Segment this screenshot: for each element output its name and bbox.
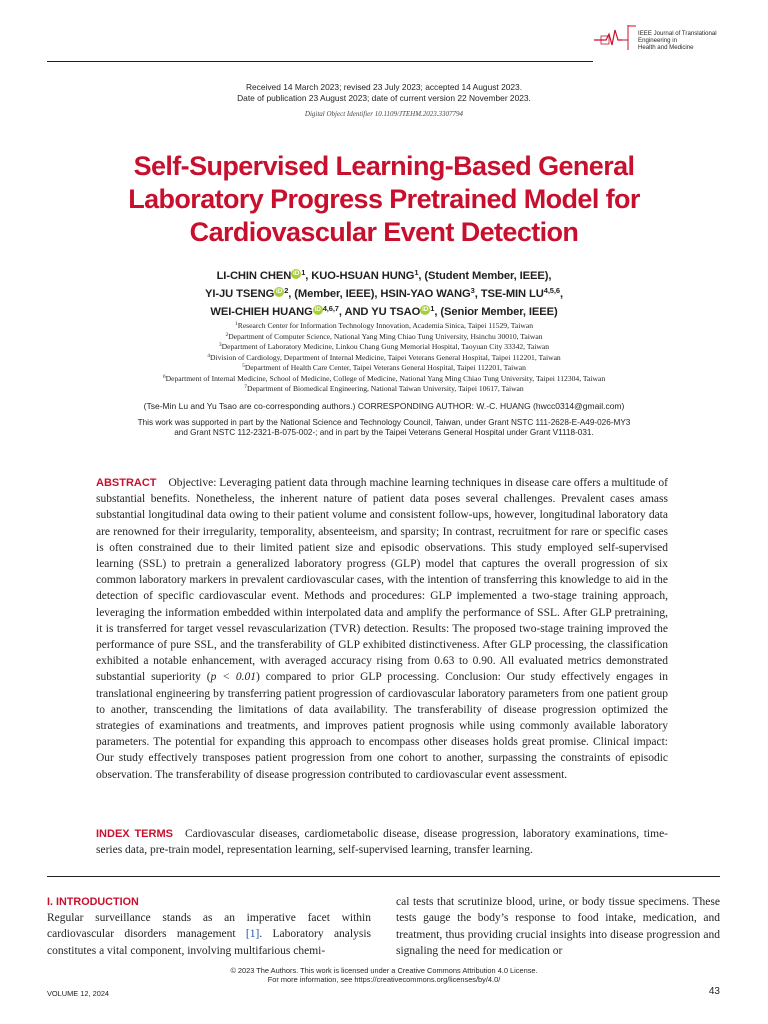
license-notice xyxy=(0,966,768,984)
affiliation-text: Department of Laboratory Medicine, Linkou Chang Gung Memorial Hospital, Taoyuan City 33342, Taiwan xyxy=(221,342,550,351)
journal-name xyxy=(638,30,748,52)
author-line-1 xyxy=(0,268,768,286)
affiliation-ref: 2 xyxy=(284,286,289,295)
title-line: Laboratory Progress Pretrained Model for xyxy=(128,184,640,214)
abstract xyxy=(96,475,668,783)
affiliation-ref: 3 xyxy=(470,286,475,295)
affiliation xyxy=(0,353,768,364)
abstract-label: ABSTRACT xyxy=(96,477,157,489)
affiliation-text: Department of Internal Medicine, School of Medicine, College of Medicine, National Yang Ming Chiao Tung University, Taipei 112304, Taiwan xyxy=(165,373,606,383)
affiliation xyxy=(0,374,768,385)
affiliation xyxy=(0,321,768,332)
paper-title xyxy=(60,150,708,249)
received-dates: Received 14 March 2023; revised 23 July 2023; accepted 14 August 2023. xyxy=(245,82,523,92)
body-text: . Laboratory analysis constitutes a vital component, involving multifarious chemi- xyxy=(47,928,371,957)
affiliation-number: 3 xyxy=(218,342,222,348)
author-line-3 xyxy=(0,304,768,322)
affiliation xyxy=(0,342,768,353)
body-text: cal tests that scrutinize blood, urine, or body tissue specimens. These tests gauge the body’s response to food intake, medication, and treatment, thus providing crucial insights into disease progression and signaling the need for medication or xyxy=(396,896,720,957)
affiliation-text: Department of Health Care Center, Taipei Veterans General Hospital, Taipei 112201, Taiwan xyxy=(244,363,526,372)
author-role: , (Senior Member, IEEE) xyxy=(434,306,558,318)
author-name: LI-CHIN CHEN xyxy=(216,270,292,282)
affiliation-text: Department of Computer Science, National Yang Ming Chiao Tung University, Hsinchu 30010, Taiwan xyxy=(228,331,543,341)
affiliation-ref: 4,6,7 xyxy=(322,304,339,313)
affiliation-number: 2 xyxy=(225,331,229,338)
section-rule xyxy=(47,876,720,877)
abstract-text: Objective: Leveraging patient data through machine learning techniques in disease care offers a multitude of substantial benefits. Nonetheless, the inherent nature of patient data poses several challenges. Prevalent cases amass substantial longitudinal data owing to their patient volume and consistent follow-ups, however, longitudinal laboratory data are renowned for their irregularity, temporality, absenteeism, and sparsity; In contrast, recruitment for rare or specific cases is often constrained due to their limited patient size and episodic observations. This study employed self-supervised learning (SSL) to pretrain a generalized laboratory progress (GLP) model that captures the overall progression of six common laboratory markers in prevalent cardiovascular cases, with the intention of transferring this knowledge to aid in the detection of specific cardiovascular event. Methods and procedures: GLP implemented a two-stage training approach, leveraging the information embedded within interpolated data and amplify the performance of SSL. After GLP pretraining, it is transferred for target vessel revascularization (TVR) detection. Results: The proposed two-stage training improved the performance of pure SSL, and the transferability of GLP exhibited distinctiveness. After GLP processing, the classification exhibited a notable enhancement, with averaged accuracy rising from 0.63 to 0.90. All evaluated metrics demonstrated substantial superiority ( xyxy=(96,477,668,684)
title-line: Self-Supervised Learning-Based General xyxy=(133,151,635,181)
body-column-left xyxy=(47,894,371,959)
author-line-2 xyxy=(0,286,768,304)
affiliation-text: Division of Cardiology, Department of Internal Medicine, Taipei Veterans General Hospital, Taipei 112201, Taiwan xyxy=(210,352,561,362)
journal-heartbeat-logo xyxy=(592,22,642,52)
author-role: , (Student Member, IEEE), xyxy=(418,270,552,282)
affiliation-text: Research Center for Information Technology Innovation, Academia Sinica, Taipei 11529, Taiwan xyxy=(237,321,533,330)
citation-link[interactable]: [1] xyxy=(245,928,260,941)
publication-dates: Date of publication 23 August 2023; date of current version 22 November 2023. xyxy=(237,93,531,103)
license-line: © 2023 The Authors. This work is licensed under a Creative Commons Attribution 4.0 License. xyxy=(230,966,538,975)
affiliation xyxy=(0,384,768,395)
page-number: 43 xyxy=(708,986,720,997)
corresponding-author: (Tse-Min Lu and Yu Tsao are co-corresponding authors.) CORRESPONDING AUTHOR: W.-C. HUANG (hwcc0314@gmail.com) xyxy=(143,401,625,411)
orcid-icon[interactable]: iD xyxy=(422,306,429,313)
p-value: p < 0.01 xyxy=(210,671,257,684)
affiliation-number: 7 xyxy=(244,384,248,390)
affiliation xyxy=(0,332,768,343)
body-text: Regular surveillance stands as an imperative facet within cardiovascular disorders management xyxy=(47,912,371,941)
author-name: WEI-CHIEH HUANG xyxy=(210,306,313,318)
header-rule xyxy=(47,61,593,62)
journal-name-line: Health and Medicine xyxy=(638,44,694,52)
affiliation-text: Department of Biomedical Engineering, National Taiwan University, Taipei 10617, Taiwan xyxy=(247,384,524,393)
volume-label: VOLUME 12, 2024 xyxy=(47,989,110,998)
funding-line: and Grant NSTC 112-2321-B-075-002-; and in part by the Taipei Veterans General Hospital under Grant V1118-031. xyxy=(174,428,594,437)
journal-name-line: IEEE Journal of Translational xyxy=(638,30,717,37)
license-line: For more information, see https://creativecommons.org/licenses/by/4.0/ xyxy=(267,975,501,985)
index-terms-label: INDEX TERMS xyxy=(96,828,173,840)
title-line: Cardiovascular Event Detection xyxy=(189,217,579,247)
orcid-icon[interactable]: iD xyxy=(314,306,321,313)
orcid-icon[interactable]: iD xyxy=(276,288,283,295)
journal-name-line: Engineering in xyxy=(638,37,677,45)
author-name: , AND YU TSAO xyxy=(338,306,421,318)
section-heading: I. INTRODUCTION xyxy=(47,896,139,908)
funding-line: This work was supported in part by the National Science and Technology Council, Taiwan, under Grant NSTC 111-2628-E-A49-026-MY3 xyxy=(137,418,631,427)
author-name: , TSE-MIN LU xyxy=(474,288,544,300)
affiliation-number: 6 xyxy=(162,373,166,380)
affiliation-ref: 4,5,6 xyxy=(543,286,560,295)
affiliation-number: 5 xyxy=(242,363,245,369)
body-column-right xyxy=(396,894,720,959)
affiliation xyxy=(0,363,768,374)
author-name: YI-JU TSENG xyxy=(205,288,275,300)
affiliation-number: 4 xyxy=(207,352,211,359)
affiliation-ref: 1 xyxy=(430,304,435,313)
orcid-icon[interactable]: iD xyxy=(293,270,300,277)
author-separator: , xyxy=(559,288,563,300)
doi: Digital Object Identifier 10.1109/JTEHM.2023.3307794 xyxy=(304,110,464,118)
index-terms xyxy=(96,826,668,858)
affiliation-ref: 1 xyxy=(301,268,306,277)
affiliation-ref: 1 xyxy=(414,268,419,277)
affiliation-number: 1 xyxy=(235,321,238,327)
author-role: , (Member, IEEE), HSIN-YAO WANG xyxy=(288,288,471,300)
index-terms-text: Cardiovascular diseases, cardiometabolic disease, disease progression, laboratory examinations, time-series data, pre-train model, representation learning, self-supervised learning, transfer learning. xyxy=(96,828,668,857)
abstract-text: ) compared to prior GLP processing. Conclusion: Our study effectively engages in translational engineering by transferring patient progression of cardiovascular laboratory parameters from one patient group to another, transcending the limitations of data availability. The transferability of disease progression optimized the strategies of examinations and treatments, and improves patient prognosis while using commonly available laboratory parameters. The potential for expanding this approach to encompass other diseases holds great promise. Clinical impact: Our study effectively transposes patient progression from one cohort to another, surpassing the constraints of episodic observation. The transferability of disease progression contributed to cardiovascular event assessment. xyxy=(96,671,668,781)
author-name: , KUO-HSUAN HUNG xyxy=(305,270,415,282)
